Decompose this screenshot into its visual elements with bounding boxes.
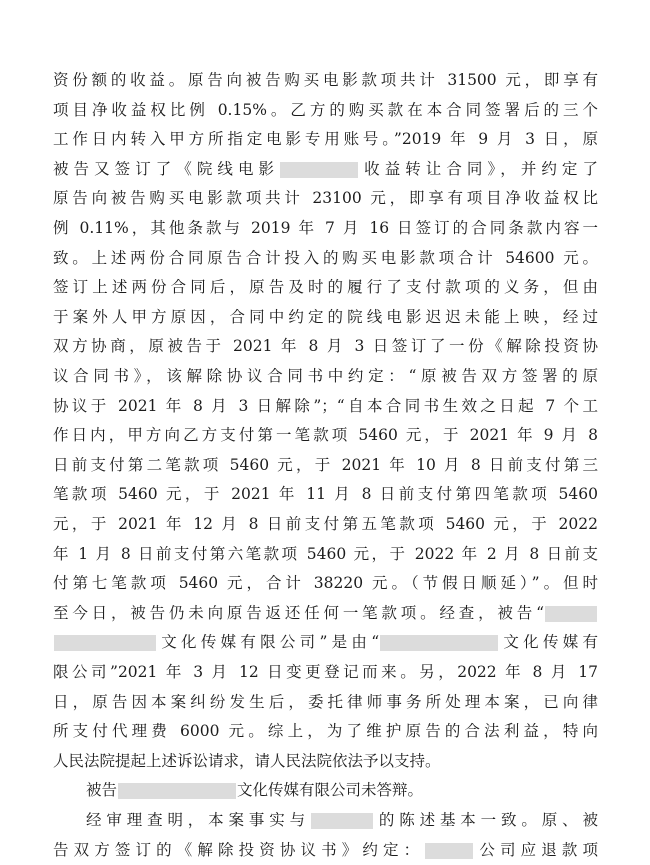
text-line-24: 人民法院提起上述诉讼请求，请人民法院依法予以支持。 [53,751,441,770]
text-segment: 经审理查明，本案事实与 [86,811,310,829]
text-segment: 的陈述基本一致。原、被 [374,811,598,829]
text-segment: 收益转让合同》，并约定了 [359,159,598,178]
text-line-2: 项目净收益权比例 0.15%。乙方的购买款在本合同签署后的三个 [53,100,598,119]
text-segment: 至今日，被告仍未向原告返还任何一笔款项。经查，被告“ [53,603,544,622]
text-line-21: 限公司”2021 年 3 月 12 日变更登记而来。另，2022 年 8 月 17 [53,663,598,681]
redaction-block [280,162,358,178]
text-segment: 文化传媒有限公司”是由“ [157,633,380,652]
text-line-16: 元，于 2021 年 12 月 8 日前支付第五笔款项 5460 元，于 2022 [53,515,598,533]
text-line-20 [53,628,598,658]
text-segment: 告双方签订的《解除投资协议书》约定： [53,840,425,859]
text-line-18: 付第七笔款项 5460 元，合计 38220 元。（节假日顺延）”。但时 [53,574,598,593]
text-line-27 [53,836,598,865]
text-segment: 文化传媒有限公司未答辩。 [237,781,424,800]
text-line-13: 作日内，甲方向乙方支付第一笔款项 5460 元，于 2021 年 9 月 8 [53,426,598,445]
redaction-block [118,783,236,799]
text-line-6: 例 0.11%，其他条款与 2019 年 7 月 16 日签订的合同条款内容一 [53,219,598,237]
redaction-block [311,813,373,829]
text-line-15: 笔款项 5460 元，于 2021 年 11 月 8 日前支付第四笔款项 5460 [53,485,598,504]
text-line-12: 协议于 2021 年 8 月 3 日解除”；“自本合同书生效之日起 7 个工 [53,396,598,415]
redaction-block [545,606,597,622]
redaction-block [380,635,498,651]
text-line-22: 日，原告因本案纠纷发生后，委托律师事务所处理本案，已向律 [53,692,598,711]
text-line-9: 于案外人甲方原因，合同中约定的院线电影迟迟未能上映，经过 [53,307,598,326]
text-line-7: 致。上述两份合同原告合计投入的购买电影款项合计 54600 元。 [53,248,598,267]
text-line-17: 年 1 月 8 日前支付第六笔款项 5460 元，于 2022 年 2 月 8 日前支 [53,544,598,563]
text-line-10: 双方协商，原被告于 2021 年 8 月 3 日签订了一份《解除投资协 [53,337,598,356]
text-segment: 公司应退款项 [474,840,598,859]
text-line-25 [86,776,598,806]
text-line-14: 日前支付第二笔款项 5460 元，于 2021 年 10 月 8 日前支付第三 [53,455,598,474]
text-line-3: 工作日内转入甲方所指定电影专用账号。”2019 年 9 月 3 日，原 [53,130,598,149]
text-segment: 被告 [86,781,118,800]
text-line-23: 所支付代理费 6000 元。综上，为了维护原告的合法利益，特向 [53,722,598,741]
text-line-26 [86,806,598,836]
text-line-5: 原告向被告购买电影款项共计 23100 元，即享有项目净收益权比 [53,189,598,208]
redaction-block [54,635,156,651]
text-line-11: 议合同书》，该解除协议合同书中约定：“原被告双方签署的原 [53,367,598,385]
text-segment: 文化传媒有 [499,633,598,652]
text-line-8: 签订上述两份合同后，原告及时的履行了支付款项的义务，但由 [53,278,598,297]
text-segment: 被告又签订了《院线电影 [53,159,280,178]
text-line-19 [53,599,598,629]
redaction-block [425,843,473,859]
text-line-1: 资份额的收益。原告向被告购买电影款项共计 31500 元，即享有 [53,71,598,89]
text-line-4 [53,155,598,185]
